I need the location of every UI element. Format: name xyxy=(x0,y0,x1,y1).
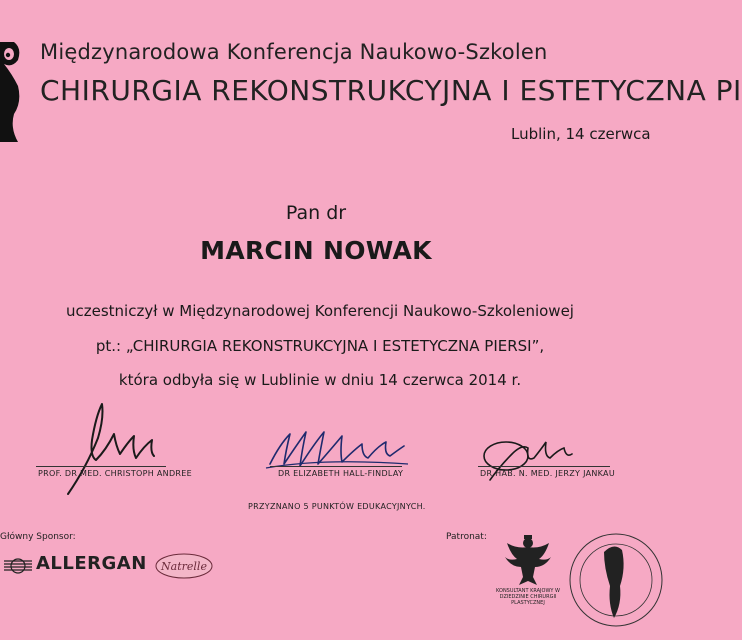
conference-logo-icon xyxy=(0,42,22,142)
natrelle-logo xyxy=(152,540,216,588)
signature-andree xyxy=(40,398,180,498)
conference-title: Międzynarodowa Konferencja Naukowo-Szkolen xyxy=(40,40,548,64)
signature-line-2 xyxy=(270,466,402,467)
natrelle-logo-text: Natrelle xyxy=(161,560,207,573)
recipient-name: MARCIN NOWAK xyxy=(200,236,432,265)
education-points-note: PRZYZNANO 5 PUNKTÓW EDUKACYJNYCH. xyxy=(248,502,426,511)
conference-subtitle: CHIRURGIA REKONSTRUKCYJNA I ESTETYCZNA PI xyxy=(40,74,742,107)
body-line-2: pt.: „CHIRURGIA REKONSTRUKCYJNA I ESTETYCZNA PIERSI”, xyxy=(95,337,545,355)
society-round-seal xyxy=(564,528,640,638)
signature-caption-hall-findlay: DR ELIZABETH HALL-FINDLAY xyxy=(278,469,404,478)
signature-caption-andree: PROF. DR MED. CHRISTOPH ANDREE xyxy=(38,469,192,478)
place-and-date: Lublin, 14 czerwca xyxy=(511,125,651,143)
body-line-1: uczestniczył w Międzynarodowej Konferencji Naukowo-Szkoleniowej xyxy=(66,302,574,320)
patronat-label: Patronat: xyxy=(446,532,487,542)
polish-eagle-emblem-icon xyxy=(503,533,553,589)
allergan-logo-text: ALLERGAN xyxy=(36,553,147,574)
allergan-logo-icon xyxy=(2,557,34,575)
salutation: Pan dr xyxy=(285,202,347,224)
signature-caption-jankau: DR HAB. N. MED. JERZY JANKAU xyxy=(480,469,615,478)
body-line-3: która odbyła się w Lublinie w dniu 14 czerwca 2014 r. xyxy=(118,371,522,389)
sponsor-label: Główny Sponsor: xyxy=(0,532,76,542)
signature-line-1 xyxy=(36,466,166,467)
konsultant-seal-text: KONSULTANT KRAJOWY W DZIEDZINIE CHIRURGII PLASTYCZNEJ xyxy=(496,588,560,606)
signature-line-3 xyxy=(478,466,610,467)
